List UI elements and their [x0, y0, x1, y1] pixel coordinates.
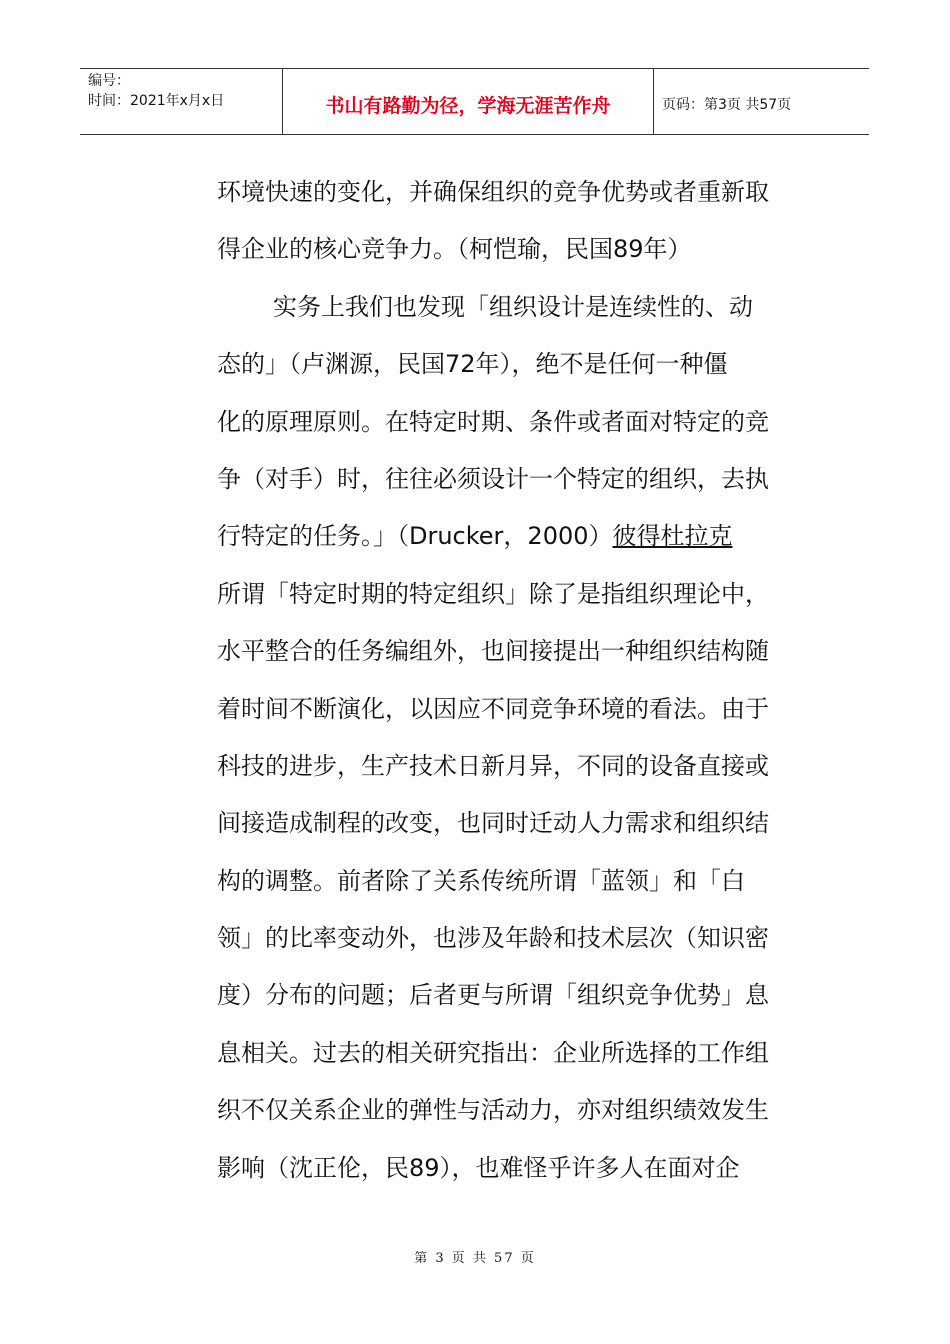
text-line: 度）分布的问题；后者更与所谓「组织竞争优势」息 — [217, 981, 769, 1010]
time-label: 时间：2021年x月x日 — [88, 93, 225, 109]
text-line: 科技的进步，生产技术日新月异，不同的设备直接或 — [217, 751, 769, 780]
page-footer: 第 3 页 共 57 页 — [414, 1251, 536, 1266]
text-line: 得企业的核心竞争力。（柯恺瑜，民国89年） — [217, 235, 692, 264]
text-line-with-link — [217, 512, 817, 569]
document-body — [217, 168, 817, 1201]
text-line: 着时间不断演化，以因应不同竞争环境的看法。由于 — [217, 694, 769, 723]
header-motto: 书山有路勤为径，学海无涯苦作舟 — [325, 95, 611, 117]
header-page-info: 页码：第3页 共57页 — [662, 97, 792, 113]
text-line: 实务上我们也发现「组织设计是连续性的、动 — [273, 292, 753, 321]
serial-label: 编号： — [88, 73, 130, 89]
text-line: 态的」（卢渊源，民国72年），绝不是任何一种僵 — [217, 350, 728, 379]
drucker-link[interactable]: 彼得杜拉克 — [612, 522, 733, 551]
text-line: 环境快速的变化，并确保组织的竞争优势或者重新取 — [217, 178, 769, 206]
header-meta-cell — [80, 69, 282, 134]
text-line: 息相关。过去的相关研究指出：企业所选择的工作组 — [217, 1038, 769, 1067]
page-header — [80, 68, 869, 135]
text-line: 影响（沈正伦，民89），也难怪乎许多人在面对企 — [217, 1153, 740, 1182]
text-line: 争（对手）时，往往必须设计一个特定的组织，去执 — [217, 464, 769, 493]
header-page-cell — [654, 69, 869, 134]
text-line: 所谓「特定时期的特定组织」除了是指组织理论中， — [217, 579, 769, 608]
text-line: 构的调整。前者除了关系传统所谓「蓝领」和「白 — [217, 866, 745, 895]
text-line: 间接造成制程的改变，也同时迁动人力需求和组织结 — [217, 809, 769, 838]
text-line: 领」的比率变动外，也涉及年龄和技术层次（知识密 — [217, 924, 769, 953]
text-line: 织不仅关系企业的弹性与活动力，亦对组织绩效发生 — [217, 1096, 769, 1125]
text-line: 化的原理原则。在特定时期、条件或者面对特定的竞 — [217, 407, 769, 436]
text-line: 水平整合的任务编组外，也间接提出一种组织结构随 — [217, 637, 769, 666]
header-motto-cell — [282, 69, 654, 134]
text-segment: 行特定的任务。」（Drucker，2000） — [217, 522, 613, 551]
